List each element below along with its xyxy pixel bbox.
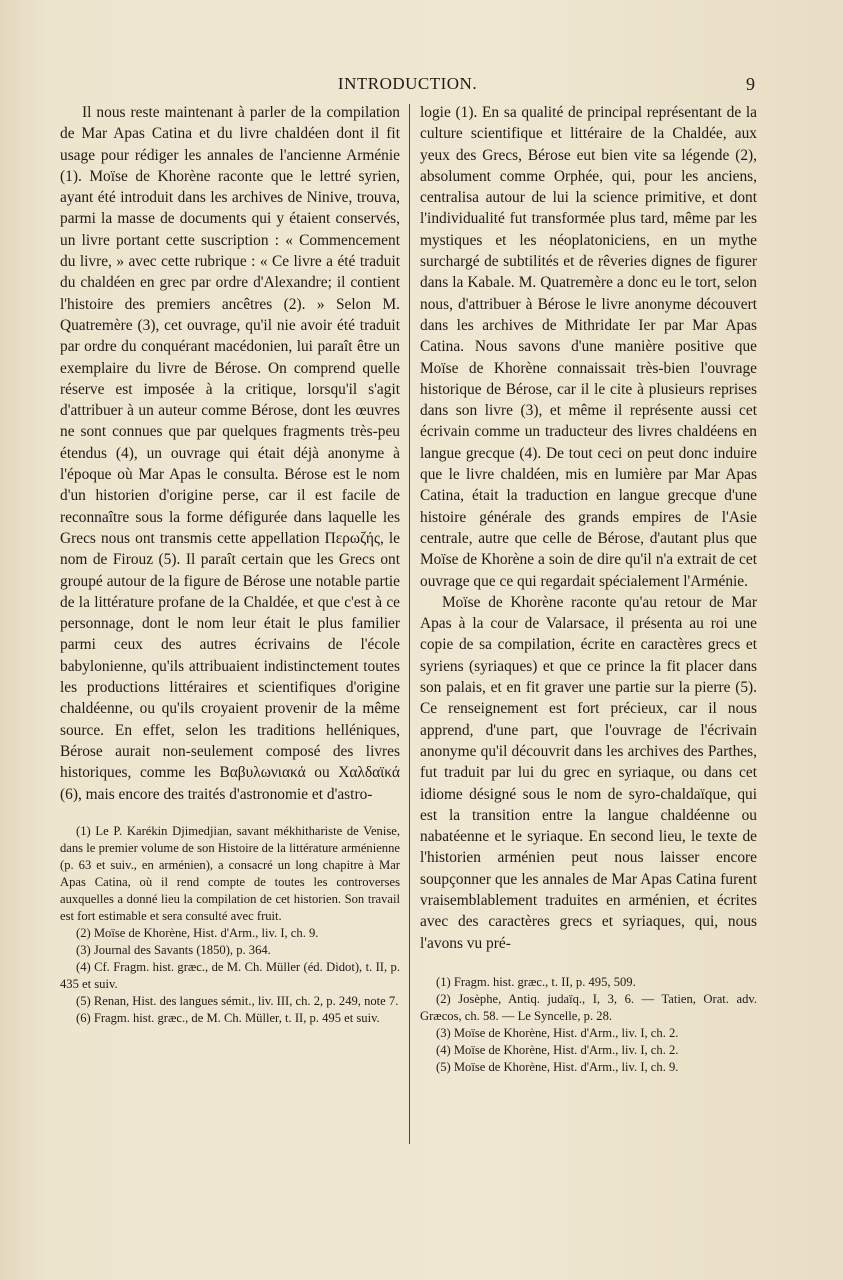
column-divider	[409, 104, 410, 1144]
footnote-left-5: (5) Renan, Hist. des langues sémit., liv. III, ch. 2, p. 249, note 7.	[76, 993, 399, 1008]
running-title: INTRODUCTION.	[337, 74, 478, 93]
right-footnotes	[420, 974, 757, 1076]
right-body-paragraph-1: logie (1). En sa qualité de principal représentant de la culture scientifique et littéraire de la Chaldée, aux yeux des Grecs, Bérose eut bien vite sa légende (2), absolument comme Orphée, qui, pour les anciens, centralisa autour de lui la science primitive, et dont l'individualité fut transformée plus tard, même par les mystiques et les néoplatoniciens, en un mythe surchargé de subtilités et de rêveries dignes de figurer dans la Kabale. M. Quatremère a donc eu le tort, selon nous, d'attribuer à Bérose le livre anonyme découvert dans les archives de Mithridate Ier par Mar Apas Catina. Nous savons d'une manière positive que Moïse de Khorène connaissait très-bien l'ouvrage historique de Bérose, car il le cite à plusieurs reprises dans son livre (3), et même il représente aussi cet écrivain comme un traducteur des livres chaldéens en langue grecque (4). De tout ceci on peut donc induire que le livre chaldéen, mis en lumière par Mar Apas Catina, était la traduction en langue grecque d'une histoire générale des grands empires de l'Asie centrale, autre que celle de Bérose, d'autant plus que Moïse de Khorène a soin de dire qu'il n'a extrait de cet ouvrage que ce qui regardait spécialement l'Arménie.	[420, 104, 757, 590]
footnote-right-4: (4) Moïse de Khorène, Hist. d'Arm., liv. I, ch. 2.	[436, 1042, 679, 1057]
footnote-right-5: (5) Moïse de Khorène, Hist. d'Arm., liv. I, ch. 9.	[436, 1059, 679, 1074]
footnote-left-1: (1) Le P. Karékin Djimedjian, savant mékhithariste de Venise, dans le premier volume de son Histoire de la littérature arménienne (p. 63 et suiv., en arménien), a consacré un long chapitre à Mar Apas Catina, où il rend compte de toutes les controverses auxquelles a donné lieu la compilation de cet historien. Son travail est fort estimable et sera consulté avec fruit.	[60, 823, 400, 923]
footnote-right-3: (3) Moïse de Khorène, Hist. d'Arm., liv. I, ch. 2.	[436, 1025, 679, 1040]
right-column	[420, 102, 757, 1076]
footnote-left-4: (4) Cf. Fragm. hist. græc., de M. Ch. Müller (éd. Didot), t. II, p. 435 et suiv.	[60, 959, 400, 991]
left-footnotes	[60, 823, 400, 1027]
right-body-paragraph-2: Moïse de Khorène raconte qu'au retour de Mar Apas à la cour de Valarsace, il présenta au roi une copie de sa compilation, écrite en caractères grecs et syriens (syriaques) et que ce prince la fit placer dans son palais, et en fit graver une partie sur la pierre (5). Ce renseignement est fort précieux, car il nous apprend, d'une part, que l'ouvrage de l'écrivain anonyme qu'il découvrit dans les archives des Parthes, fut traduit par lui du grec en syriaque, ou dans cet idiome désigné sous le nom de syro-chaldaïque, qui est la transition entre la langue chaldéenne ou nabatéenne et le syriaque. En second lieu, le texte de l'historien arménien peut nous laisser encore soupçonner que les annales de Mar Apas Catina furent vraisemblablement traduites en arménien, et écrites avec des caractères grecs et syriaques, qui, nous l'avons vu pré-	[420, 593, 757, 952]
footnote-left-2: (2) Moïse de Khorène, Hist. d'Arm., liv. I, ch. 9.	[76, 925, 319, 940]
footnote-right-2: (2) Josèphe, Antiq. judaïq., I, 3, 6. — Tatien, Orat. adv. Græcos, ch. 58. — Le Syncelle, p. 28.	[420, 991, 757, 1023]
page-number: 9	[746, 74, 755, 94]
footnote-left-6: (6) Fragm. hist. græc., de M. Ch. Müller, t. II, p. 495 et suiv.	[76, 1010, 380, 1025]
running-header	[60, 72, 755, 96]
footnote-right-1: (1) Fragm. hist. græc., t. II, p. 495, 509.	[436, 974, 636, 989]
left-body-paragraph: Il nous reste maintenant à parler de la compilation de Mar Apas Catina et du livre chaldéen dont il fit usage pour rédiger les annales de l'ancienne Arménie (1). Moïse de Khorène raconte que le lettré syrien, ayant été introduit dans les archives de Ninive, trouva, parmi la masse de documents qui y étaient conservés, un livre portant cette suscription : « Commencement du livre, » avec cette rubrique : « Ce livre a été traduit du chaldéen en grec par ordre d'Alexandre; il contient l'histoire des premiers ancêtres (2). » Selon M. Quatremère (3), cet ouvrage, qu'il nie avoir été traduit par ordre du conquérant macédonien, lui paraît être un exemplaire du livre de Bérose. On comprend quelle réserve est imposée à la critique, lorsqu'il s'agit d'attribuer à un auteur comme Bérose, dont les œuvres ne sont connues que par quelques fragments très-peu étendus (4), un ouvrage qui était déjà anonyme à l'époque où Mar Apas le consulta. Bérose est le nom d'un historien d'origine perse, car il est facile de reconnaître sous la forme défigurée dans laquelle les Grecs nous ont transmis cette appellation Περωζής, le nom de Firouz (5). Il paraît certain que les Grecs ont groupé autour de la figure de Bérose une notable partie de la littérature profane de la Chaldée, et que c'est à ce personnage, dont le nom leur était le plus familier parmi ceux des autres écrivains de l'école babylonienne, qu'ils attribuaient indistinctement toutes les productions littéraires et scientifiques d'origine chaldéenne, ou qu'ils croyaient provenir de la même source. En effet, selon les traditions helléniques, Bérose aurait non-seulement composé des livres historiques, comme les Βαβυλωνιακά ou Χαλδαϊκά (6), mais encore des traités d'astronomie et d'astro-	[60, 104, 400, 803]
footnote-left-3: (3) Journal des Savants (1850), p. 364.	[76, 942, 271, 957]
left-column	[60, 102, 400, 1027]
